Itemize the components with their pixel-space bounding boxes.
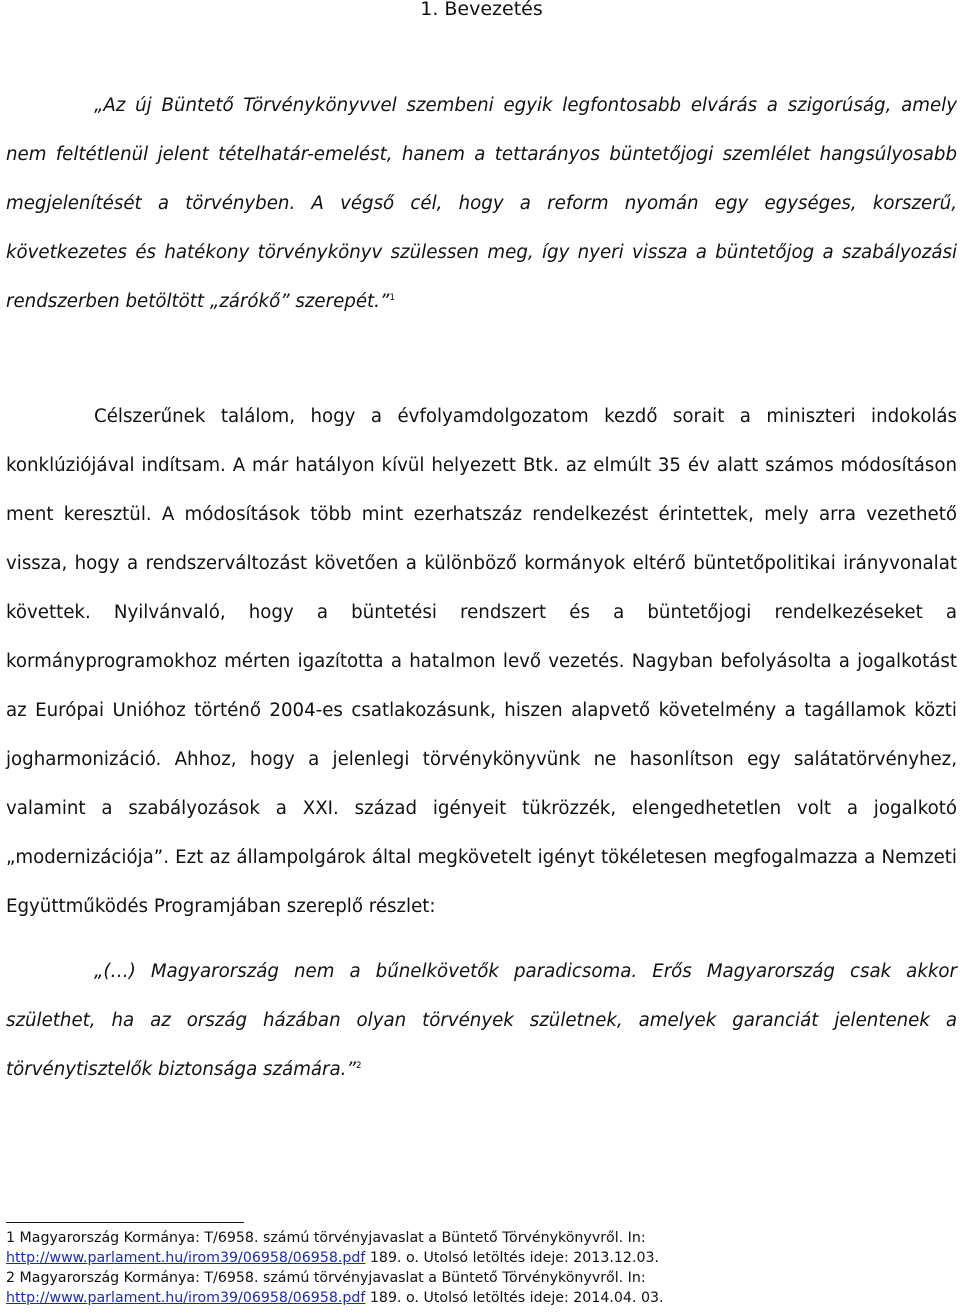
footnote-ref-1[interactable]: 1 [389,292,396,303]
quote-paragraph-1 [6,81,957,326]
body-paragraph: Célszerűnek találom, hogy a évfolyamdolgozatom kezdő sorait a miniszteri indokolás konklúziójával indítsam. A már hatályon kívül helyezett Btk. az elmúlt 35 év alatt számos módosításon ment keresztül. A módosítások több mint ezerhatszáz rendelkezést érintettek, mely arra vezethető vissza, hogy a rendszerváltozást követően a különböző kormányok eltérő büntetőpolitikai irányvonalat követtek. Nyilvánvaló, hogy a büntetési rendszert és a büntetőjogi rendelkezéseket a kormányprogramokhoz mérten igazította a hatalmon levő vezetés. Nagyban befolyásolta a jogalkotást az Európai Unióhoz történő 2004-es csatlakozásunk, hiszen alapvető követelmény a tagállamok közti jogharmonizáció. Ahhoz, hogy a jelenlegi törvénykönyvünk ne hasonlítson egy salátatörvényhez, valamint a szabályozások a XXI. század igényeit tükrözzék, elengedhetetlen volt a jogalkotó „modernizációja”. Ezt az állampolgárok által megkövetelt igényt tökéletesen megfogalmazza a Nemzeti Együttműködés Programjában szereplő részlet: [6,406,957,917]
footnotes [6,1228,957,1308]
footnote-1-text: 1 Magyarország Kormánya: T/6958. számú törvényjavaslat a Büntető Törvénykönyvről. In: [6,1230,646,1246]
footnote-1 [6,1228,957,1268]
footnote-2-link[interactable]: http://www.parlament.hu/irom39/06958/06958.pdf [6,1290,366,1306]
footnote-2 [6,1268,957,1308]
footnote-separator [6,1222,244,1223]
footnote-2-suffix: 189. o. Utolsó letöltés ideje: 2014.04. 03. [365,1290,664,1306]
footnote-1-link[interactable]: http://www.parlament.hu/irom39/06958/06958.pdf [6,1250,366,1266]
quote-1-text: „Az új Büntető Törvénykönyvvel szembeni egyik legfontosabb elvárás a szigorúság, amely nem feltétlenül jelent tételhatár-emelést, hanem a tettarányos büntetőjogi szemlélet hangsúlyosabb megjelenítését a törvényben. A végső cél, hogy a reform nyomán egy egységes, korszerű, következetes és hatékony törvénykönyv szülessen meg, így nyeri vissza a büntetőjog a szabályozási rendszerben betöltött „zárókő” szerepét.” [6,95,957,312]
footnote-ref-2[interactable]: 2 [355,1060,362,1071]
footnote-2-text: 2 Magyarország Kormánya: T/6958. számú törvényjavaslat a Büntető Törvénykönyvről. In: [6,1270,646,1286]
quote-paragraph-2 [6,947,957,1094]
quote-2-text: „(…) Magyarország nem a bűnelkövetők paradicsoma. Erős Magyarország csak akkor születhet, ha az ország házában olyan törvények születnek, amelyek garanciát jelentenek a törvénytisztelők biztonsága számára.” [6,961,957,1080]
footnote-1-suffix: 189. o. Utolsó letöltés ideje: 2013.12.03. [365,1250,660,1266]
section-heading: 1. Bevezetés [420,0,543,20]
